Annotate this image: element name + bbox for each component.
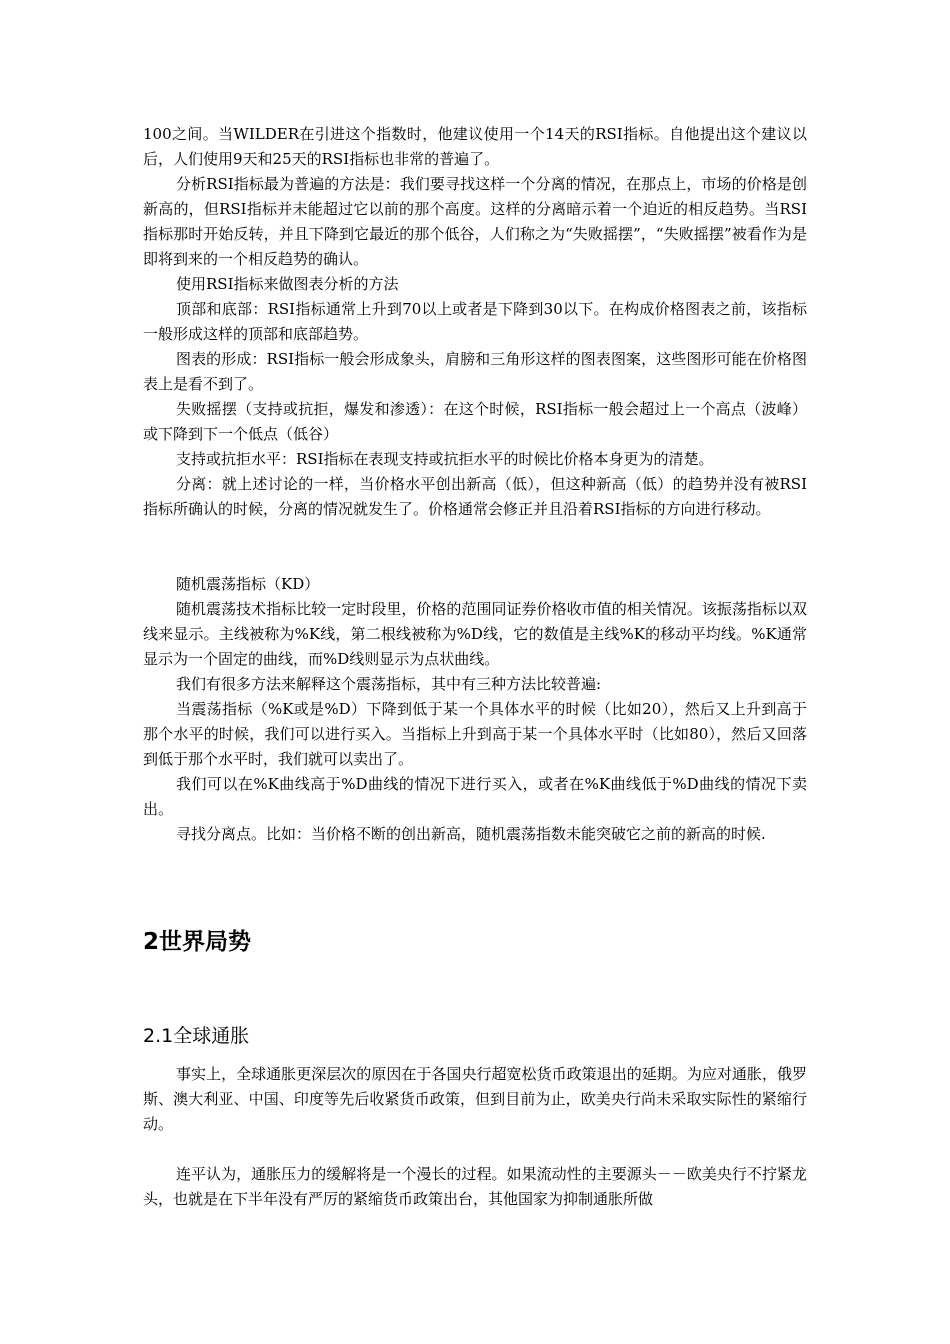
kd-paragraph-1: 随机震荡技术指标比较一定时段里，价格的范围同证券价格收市值的相关情况。该振荡指标以双线来显示。主线被称为%K线，第二根线被称为%D线，它的数值是主线%K的移动平均线。%K通常显示为一个固定的曲线，而%D线则显示为点状曲线。 [143,600,807,668]
kd-paragraph-4: 我们可以在%K曲线高于%D曲线的情况下进行买入，或者在%K曲线低于%D曲线的情况下卖出。 [143,775,807,818]
rsi-paragraph-3: 使用RSI指标来做图表分析的方法 [176,275,399,293]
rsi-paragraph-8: 分离：就上述讨论的一样，当价格水平创出新高（低），但这种新高（低）的趋势并没有被RSI指标所确认的时候，分离的情况就发生了。价格通常会修正并且沿着RSI指标的方向进行移动。 [143,475,807,518]
inflation-paragraph-2: 连平认为，通胀压力的缓解将是一个漫长的过程。如果流动性的主要源头－－欧美央行不拧紧龙头，也就是在下半年没有严厉的紧缩货币政策出台，其他国家为抑制通胀所做 [143,1165,807,1208]
rsi-paragraph-5: 图表的形成：RSI指标一般会形成象头，肩膀和三角形这样的图表图案，这些图形可能在价格图表上是看不到了。 [143,350,807,393]
inflation-paragraph-1: 事实上，全球通胀更深层次的原因在于各国央行超宽松货币政策退出的延期。为应对通胀，俄罗斯、澳大利亚、中国、印度等先后收紧货币政策，但到目前为止，欧美央行尚未采取实际性的紧缩行动。 [143,1065,807,1133]
kd-paragraph-5: 寻找分离点。比如：当价格不断的创出新高，随机震荡指数未能突破它之前的新高的时候. [176,825,766,843]
kd-title: 随机震荡指标（KD） [176,575,320,593]
rsi-paragraph-2: 分析RSI指标最为普遍的方法是：我们要寻找这样一个分离的情况，在那点上，市场的价格是创新高的，但RSI指标并未能超过它以前的那个高度。这样的分离暗示着一个迫近的相反趋势。当RSI指标那时开始反转，并且下降到它最近的那个低谷，人们称之为“失败摇摆”，“失败摇摆”被看作为是即将到来的一个相反趋势的确认。 [143,175,807,268]
rsi-paragraph-4: 顶部和底部：RSI指标通常上升到70以上或者是下降到30以下。在构成价格图表之前，该指标一般形成这样的顶部和底部趋势。 [143,300,807,343]
rsi-paragraph-1: 100之间。当WILDER在引进这个指数时，他建议使用一个14天的RSI指标。自他提出这个建议以后，人们使用9天和25天的RSI指标也非常的普遍了。 [143,125,807,168]
kd-paragraph-2: 我们有很多方法来解释这个震荡指标，其中有三种方法比较普遍: [176,675,602,693]
heading-global-inflation: 2.1全球通胀 [143,1025,250,1047]
heading-world-situation: 2世界局势 [143,929,252,955]
rsi-paragraph-6: 失败摇摆（支持或抗拒，爆发和渗透）：在这个时候，RSI指标一般会超过上一个高点（波峰）或下降到下一个低点（低谷） [143,400,807,443]
rsi-paragraph-7: 支持或抗拒水平：RSI指标在表现支持或抗拒水平的时候比价格本身更为的清楚。 [176,450,714,468]
kd-paragraph-3: 当震荡指标（%K或是%D）下降到低于某一个具体水平的时候（比如20），然后又上升到高于那个水平的时候，我们可以进行买入。当指标上升到高于某一个具体水平时（比如80），然后又回落到低于那个水平时，我们就可以卖出了。 [143,700,807,768]
